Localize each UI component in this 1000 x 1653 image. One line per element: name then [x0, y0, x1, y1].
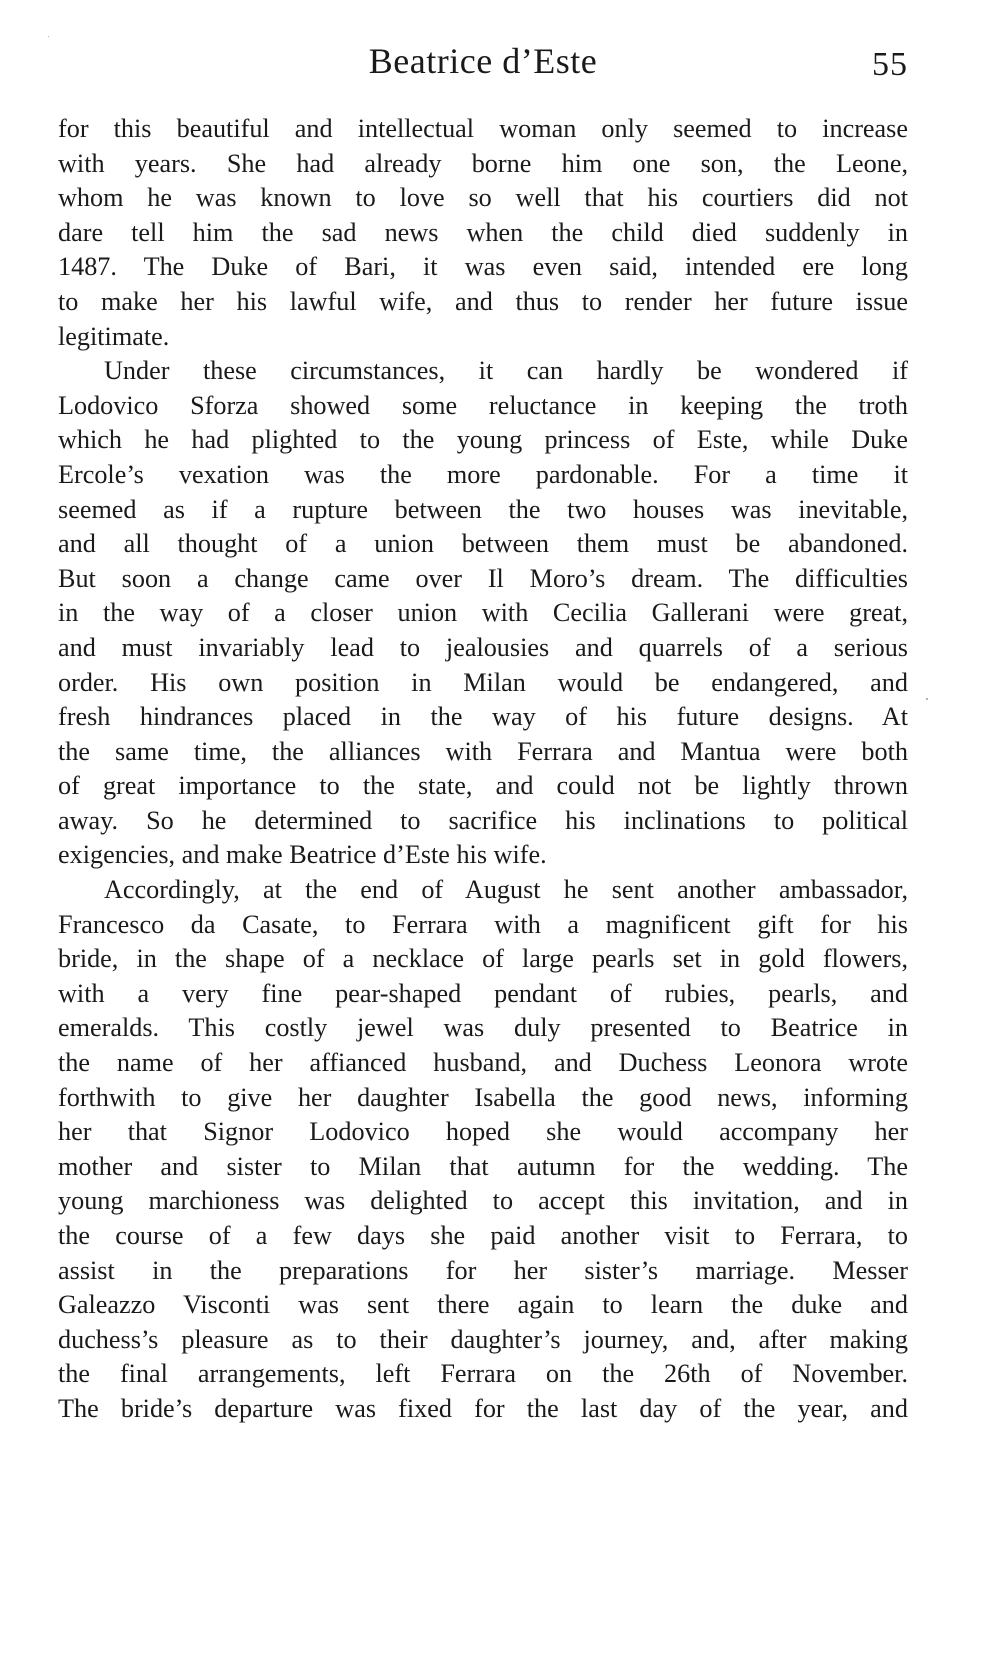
text-line: Francesco da Casate, to Ferrara with a magnificent gift for his: [58, 909, 908, 939]
text-line: order. His own position in Milan would be endangered, and: [58, 667, 908, 697]
text-line: bride, in the shape of a necklace of large pearls set in gold flowers,: [58, 944, 908, 974]
text-line: and all thought of a union between them must be abandoned.: [58, 529, 908, 559]
text-line: away. So he determined to sacrifice his inclinations to political: [58, 805, 908, 835]
text-line: with a very fine pear-shaped pendant of rubies, pearls, and: [58, 978, 908, 1008]
text-line: the final arrangements, left Ferrara on the 26th of November.: [58, 1359, 908, 1389]
text-line: Galeazzo Visconti was sent there again to learn the duke and: [58, 1290, 908, 1320]
text-line: seemed as if a rupture between the two houses was inevitable,: [58, 494, 908, 524]
body-text: [58, 112, 908, 1427]
text-line: with years. She had already borne him one son, the Leone,: [58, 148, 908, 178]
text-line: dare tell him the sad news when the child died suddenly in: [58, 217, 908, 247]
text-line: the name of her affianced husband, and Duchess Leonora wrote: [58, 1048, 908, 1078]
text-line: duchess’s pleasure as to their daughter’s journey, and, after making: [58, 1324, 908, 1354]
text-line: Lodovico Sforza showed some reluctance in keeping the troth: [58, 390, 908, 420]
page-number: 55: [872, 46, 908, 83]
text-line: But soon a change came over Il Moro’s dream. The difficulties: [58, 563, 908, 593]
text-line: and must invariably lead to jealousies and quarrels of a serious: [58, 632, 908, 662]
text-line: fresh hindrances placed in the way of his future designs. At: [58, 702, 908, 732]
text-line: 1487. The Duke of Bari, it was even said, intended ere long: [58, 252, 908, 282]
paragraph-start-line: Accordingly, at the end of August he sent another ambassador,: [104, 875, 908, 905]
text-line: Ercole’s vexation was the more pardonable. For a time it: [58, 459, 908, 489]
text-line: forthwith to give her daughter Isabella the good news, informing: [58, 1082, 908, 1112]
text-line: emeralds. This costly jewel was duly presented to Beatrice in: [58, 1013, 908, 1043]
text-line: of great importance to the state, and could not be lightly thrown: [58, 771, 908, 801]
text-line: assist in the preparations for her sister’s marriage. Messer: [58, 1255, 908, 1285]
running-head: [58, 38, 908, 88]
text-line: the same time, the alliances with Ferrara and Mantua were both: [58, 736, 908, 766]
text-line: which he had plighted to the young princess of Este, while Duke: [58, 425, 908, 455]
text-line: to make her his lawful wife, and thus to render her future issue: [58, 286, 908, 316]
text-line: the course of a few days she paid another visit to Ferrara, to: [58, 1221, 908, 1250]
scan-speck: [926, 698, 928, 700]
text-line: young marchioness was delighted to accept this invitation, and in: [58, 1186, 908, 1216]
text-line: The bride’s departure was fixed for the last day of the year, and: [58, 1393, 908, 1423]
text-line: in the way of a closer union with Cecilia Gallerani were great,: [58, 598, 908, 628]
text-line: exigencies, and make Beatrice d’Este his wife.: [58, 840, 547, 870]
text-line: mother and sister to Milan that autumn for the wedding. The: [58, 1151, 908, 1181]
running-title: Beatrice d’Este: [368, 41, 598, 81]
scan-speck: [48, 36, 49, 37]
text-line: legitimate.: [58, 321, 170, 351]
paragraph-start-line: Under these circumstances, it can hardly be wondered if: [104, 356, 908, 386]
text-line: for this beautiful and intellectual woman only seemed to increase: [58, 114, 908, 143]
text-line: her that Signor Lodovico hoped she would accompany her: [58, 1117, 908, 1147]
text-line: whom he was known to love so well that his courtiers did not: [58, 183, 908, 213]
